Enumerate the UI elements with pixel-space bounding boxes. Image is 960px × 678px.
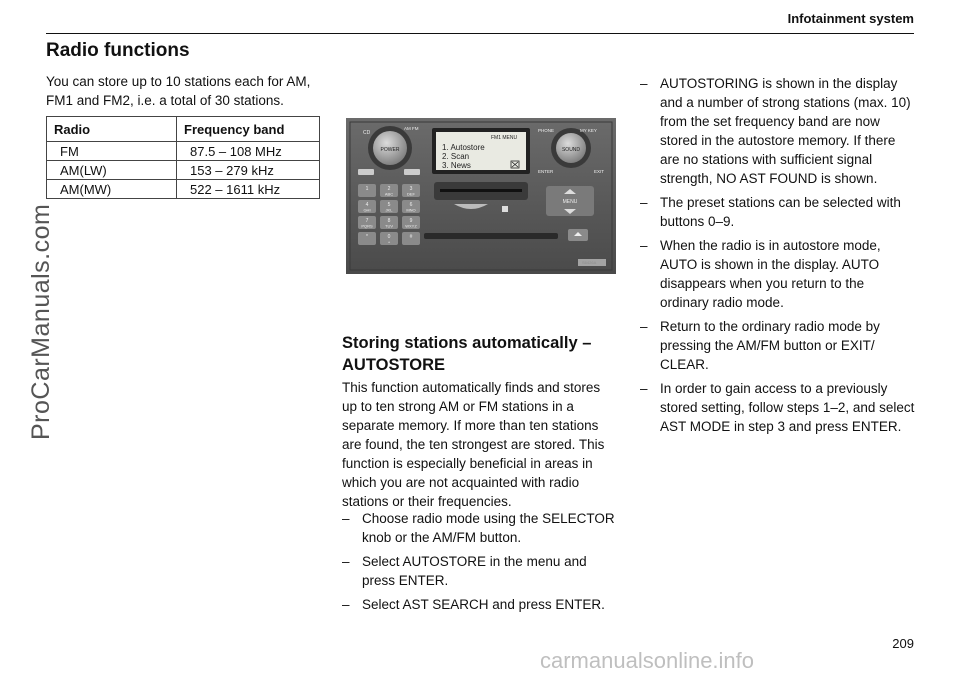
display-menu-item: 3. News: [442, 161, 471, 170]
table-header-row: [47, 117, 320, 142]
section-header: Infotainment system: [787, 11, 914, 26]
table-cell-radio: AM(LW): [47, 161, 177, 180]
dash: –: [640, 238, 648, 253]
step-text: Select AST SEARCH and press ENTER.: [362, 597, 605, 612]
display-header: FM1 MENU: [491, 135, 518, 141]
display-menu-item: 1. Autostore: [442, 143, 485, 152]
list-item: [342, 552, 617, 590]
keypad-key-digit: 3: [409, 186, 413, 192]
table-header-radio: Radio: [47, 117, 177, 142]
frequency-table: [46, 116, 320, 199]
keypad-key-digit: 2: [387, 186, 391, 192]
list-item: [640, 379, 915, 436]
step-text: AUTOSTORING is shown in the display and a number of strong stations (max. 10) from the set frequency band are now stored in the autostore memory. If there are no stations with sufficient signal strength, NO AST FOUND is shown.: [660, 76, 911, 186]
keypad-key-digit: 6: [409, 202, 413, 208]
keypad-key-letters: TUV: [385, 223, 393, 229]
table-cell-radio: FM: [47, 142, 177, 161]
dash: –: [640, 381, 648, 396]
keypad-key-letters: GHI: [363, 207, 371, 213]
dash: –: [342, 554, 350, 569]
keypad-key-digit: 7: [365, 218, 369, 224]
keypad-key-digit: 5: [387, 202, 391, 208]
cd-slot: [440, 189, 522, 192]
table-header-frequency: Frequency band: [177, 117, 320, 142]
keypad-key-digit: 1: [365, 186, 369, 192]
am-fm-label: AM FM: [404, 126, 419, 131]
watermark-bottom: carmanualsonline.info: [540, 648, 755, 673]
keypad-key-digit: 8: [387, 218, 391, 224]
keypad-key-letters: JKL: [385, 207, 393, 213]
exit-label: EXIT: [594, 169, 605, 174]
step-text: The preset stations can be selected with buttons 0–9.: [660, 195, 901, 229]
table-row: [47, 180, 320, 199]
lower-slot: [424, 233, 558, 239]
keypad-key-letters: MNO: [406, 207, 416, 213]
watermark-left: ProCarManuals.com: [27, 203, 55, 440]
list-item: [342, 595, 617, 614]
keypad-key-letters: WXYZ: [405, 223, 417, 229]
intro-paragraph: You can store up to 10 stations each for AM, FM1 and FM2, i.e. a total of 30 stations.: [46, 74, 311, 108]
display-menu-item: 2. Scan: [442, 152, 470, 161]
dash: –: [640, 319, 648, 334]
table-row: [47, 161, 320, 180]
header-rule: [46, 33, 914, 34]
autostore-paragraph: This function automatically finds and stores up to ten strong AM or FM stations in a separate memory. If more than ten stations are found, the ten strongest are stored. This function is especially beneficial in areas in which you are not acquainted with radio stations or their frequencies.: [342, 380, 605, 509]
dash: –: [342, 597, 350, 612]
keypad-key-digit: 9: [409, 218, 413, 224]
step-text: Return to the ordinary radio mode by pressing the AM/FM button or EXIT/ CLEAR.: [660, 319, 880, 372]
menu-label: MENU: [562, 199, 578, 205]
my-key-label: MY KEY: [580, 128, 597, 133]
table-cell-frequency: 153 – 279 kHz: [177, 161, 320, 180]
steps-list: [342, 509, 617, 619]
list-item: [342, 509, 617, 547]
steps-list-continued: [640, 74, 915, 441]
table-cell-frequency: 87.5 – 108 MHz: [177, 142, 320, 161]
step-text: Choose radio mode using the SELECTOR knob or the AM/FM button.: [362, 511, 615, 545]
list-item: [640, 236, 915, 312]
dash: –: [640, 195, 648, 210]
radio-panel-illustration: [346, 118, 616, 274]
list-item: [640, 317, 915, 374]
keypad-key-letters: +: [387, 239, 391, 245]
step-text: When the radio is in autostore mode, AUTO is shown in the display. AUTO disappears when you return to the ordinary radio mode.: [660, 238, 881, 310]
step-text: In order to gain access to a previously stored setting, follow steps 1–2, and select AST MODE in step 3 and press ENTER.: [660, 381, 915, 434]
page-number: 209: [892, 636, 914, 651]
table-row: [47, 142, 320, 161]
table-cell-frequency: 522 – 1611 kHz: [177, 180, 320, 199]
enter-label: ENTER: [538, 169, 554, 174]
phone-label: PHONE: [538, 128, 555, 133]
sound-label: SOUND: [561, 147, 581, 153]
page-title: Radio functions: [46, 40, 190, 61]
cd-label: CD: [363, 130, 371, 136]
section-title-autostore: Storing stations automatically – AUTOSTORE: [342, 334, 592, 374]
keypad-key-digit: 0: [387, 234, 391, 240]
table-cell-radio: AM(MW): [47, 180, 177, 199]
keypad-key-letters: ABC: [384, 191, 394, 197]
keypad-key-digit: #: [409, 234, 413, 240]
dash: –: [342, 511, 350, 526]
keypad-key-letters: DEF: [407, 191, 415, 197]
power-label: POWER: [380, 147, 400, 153]
list-item: [640, 193, 915, 231]
keypad-key-digit: 4: [365, 202, 369, 208]
dash: –: [640, 76, 648, 91]
list-item: [640, 74, 915, 188]
keypad-key-digit: *: [366, 234, 368, 240]
step-text: Select AUTOSTORE in the menu and press ENTER.: [362, 554, 587, 588]
keypad-key-letters: PQRS: [361, 223, 373, 229]
